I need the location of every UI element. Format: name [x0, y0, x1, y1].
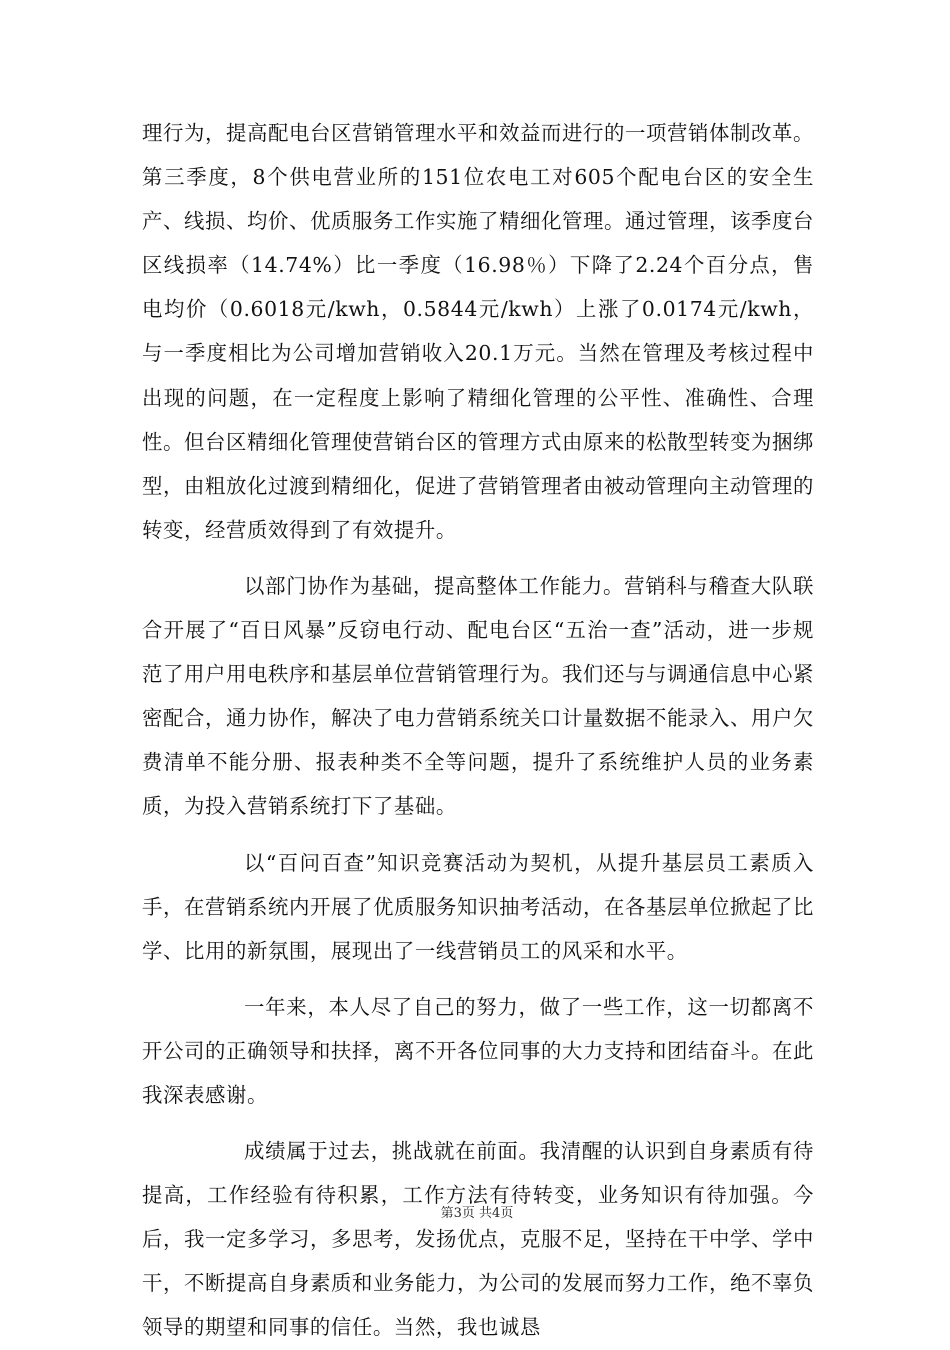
- paragraph-department-cooperation: 以部门协作为基础，提高整体工作能力。营销科与稽查大队联合开展了“百日风暴”反窃电行动、配电台区“五治一查”活动，进一步规范了用户用电秩序和基层单位营销管理行为。我们还与与调通信息中心紧密配合，通力协作，解决了电力营销系统关口计量数据不能录入、用户欠费清单不能分册、报表种类不全等问题，提升了系统维护人员的业务素质，为投入营销系统打下了基础。: [142, 573, 814, 819]
- document-body: [142, 111, 814, 1350]
- paragraph-thanks: 一年来，本人尽了自己的努力，做了一些工作，这一切都离不开公司的正确领导和扶择，离不开各位同事的大力支持和团结奋斗。在此我深表感谢。: [142, 994, 814, 1107]
- paragraph-future-plans: 成绩属于过去，挑战就在前面。我清醒的认识到自身素质有待提高，工作经验有待积累，工作方法有待转变，业务知识有待加强。今后，我一定多学习，多思考，发扬优点，克服不足，坚持在干中学、学中干，不断提高自身素质和业务能力，为公司的发展而努力工作，绝不辜负领导的期望和同事的信任。当然，我也诚恳: [142, 1139, 814, 1340]
- paragraph-knowledge-contest: 以“百问百查”知识竞赛活动为契机，从提升基层员工素质入手，在营销系统内开展了优质服务知识抽考活动，在各基层单位掀起了比学、比用的新氛围，展现出了一线营销员工的风采和水平。: [142, 850, 814, 963]
- page-number-footer: 第3页 共4页: [440, 1206, 514, 1221]
- paragraph-marketing-refinement: 理行为，提高配电台区营销管理水平和效益而进行的一项营销体制改革。第三季度，8个供电营业所的151位农电工对605个配电台区的安全生产、线损、均价、优质服务工作实施了精细化管理。通过管理，该季度台区线损率（14.74%）比一季度（16.98％）下降了2.24个百分点，售电均价（0.6018元/kwh，0.5844元/kwh）上涨了0.0174元/kwh，与一季度相比为公司增加营销收入20.1万元。当然在管理及考核过程中出现的问题，在一定程度上影响了精细化管理的公平性、准确性、合理性。但台区精细化管理使营销台区的管理方式由原来的松散型转变为捆绑型，由粗放化过渡到精细化，促进了营销管理者由被动管理向主动管理的转变，经营质效得到了有效提升。: [142, 121, 814, 542]
